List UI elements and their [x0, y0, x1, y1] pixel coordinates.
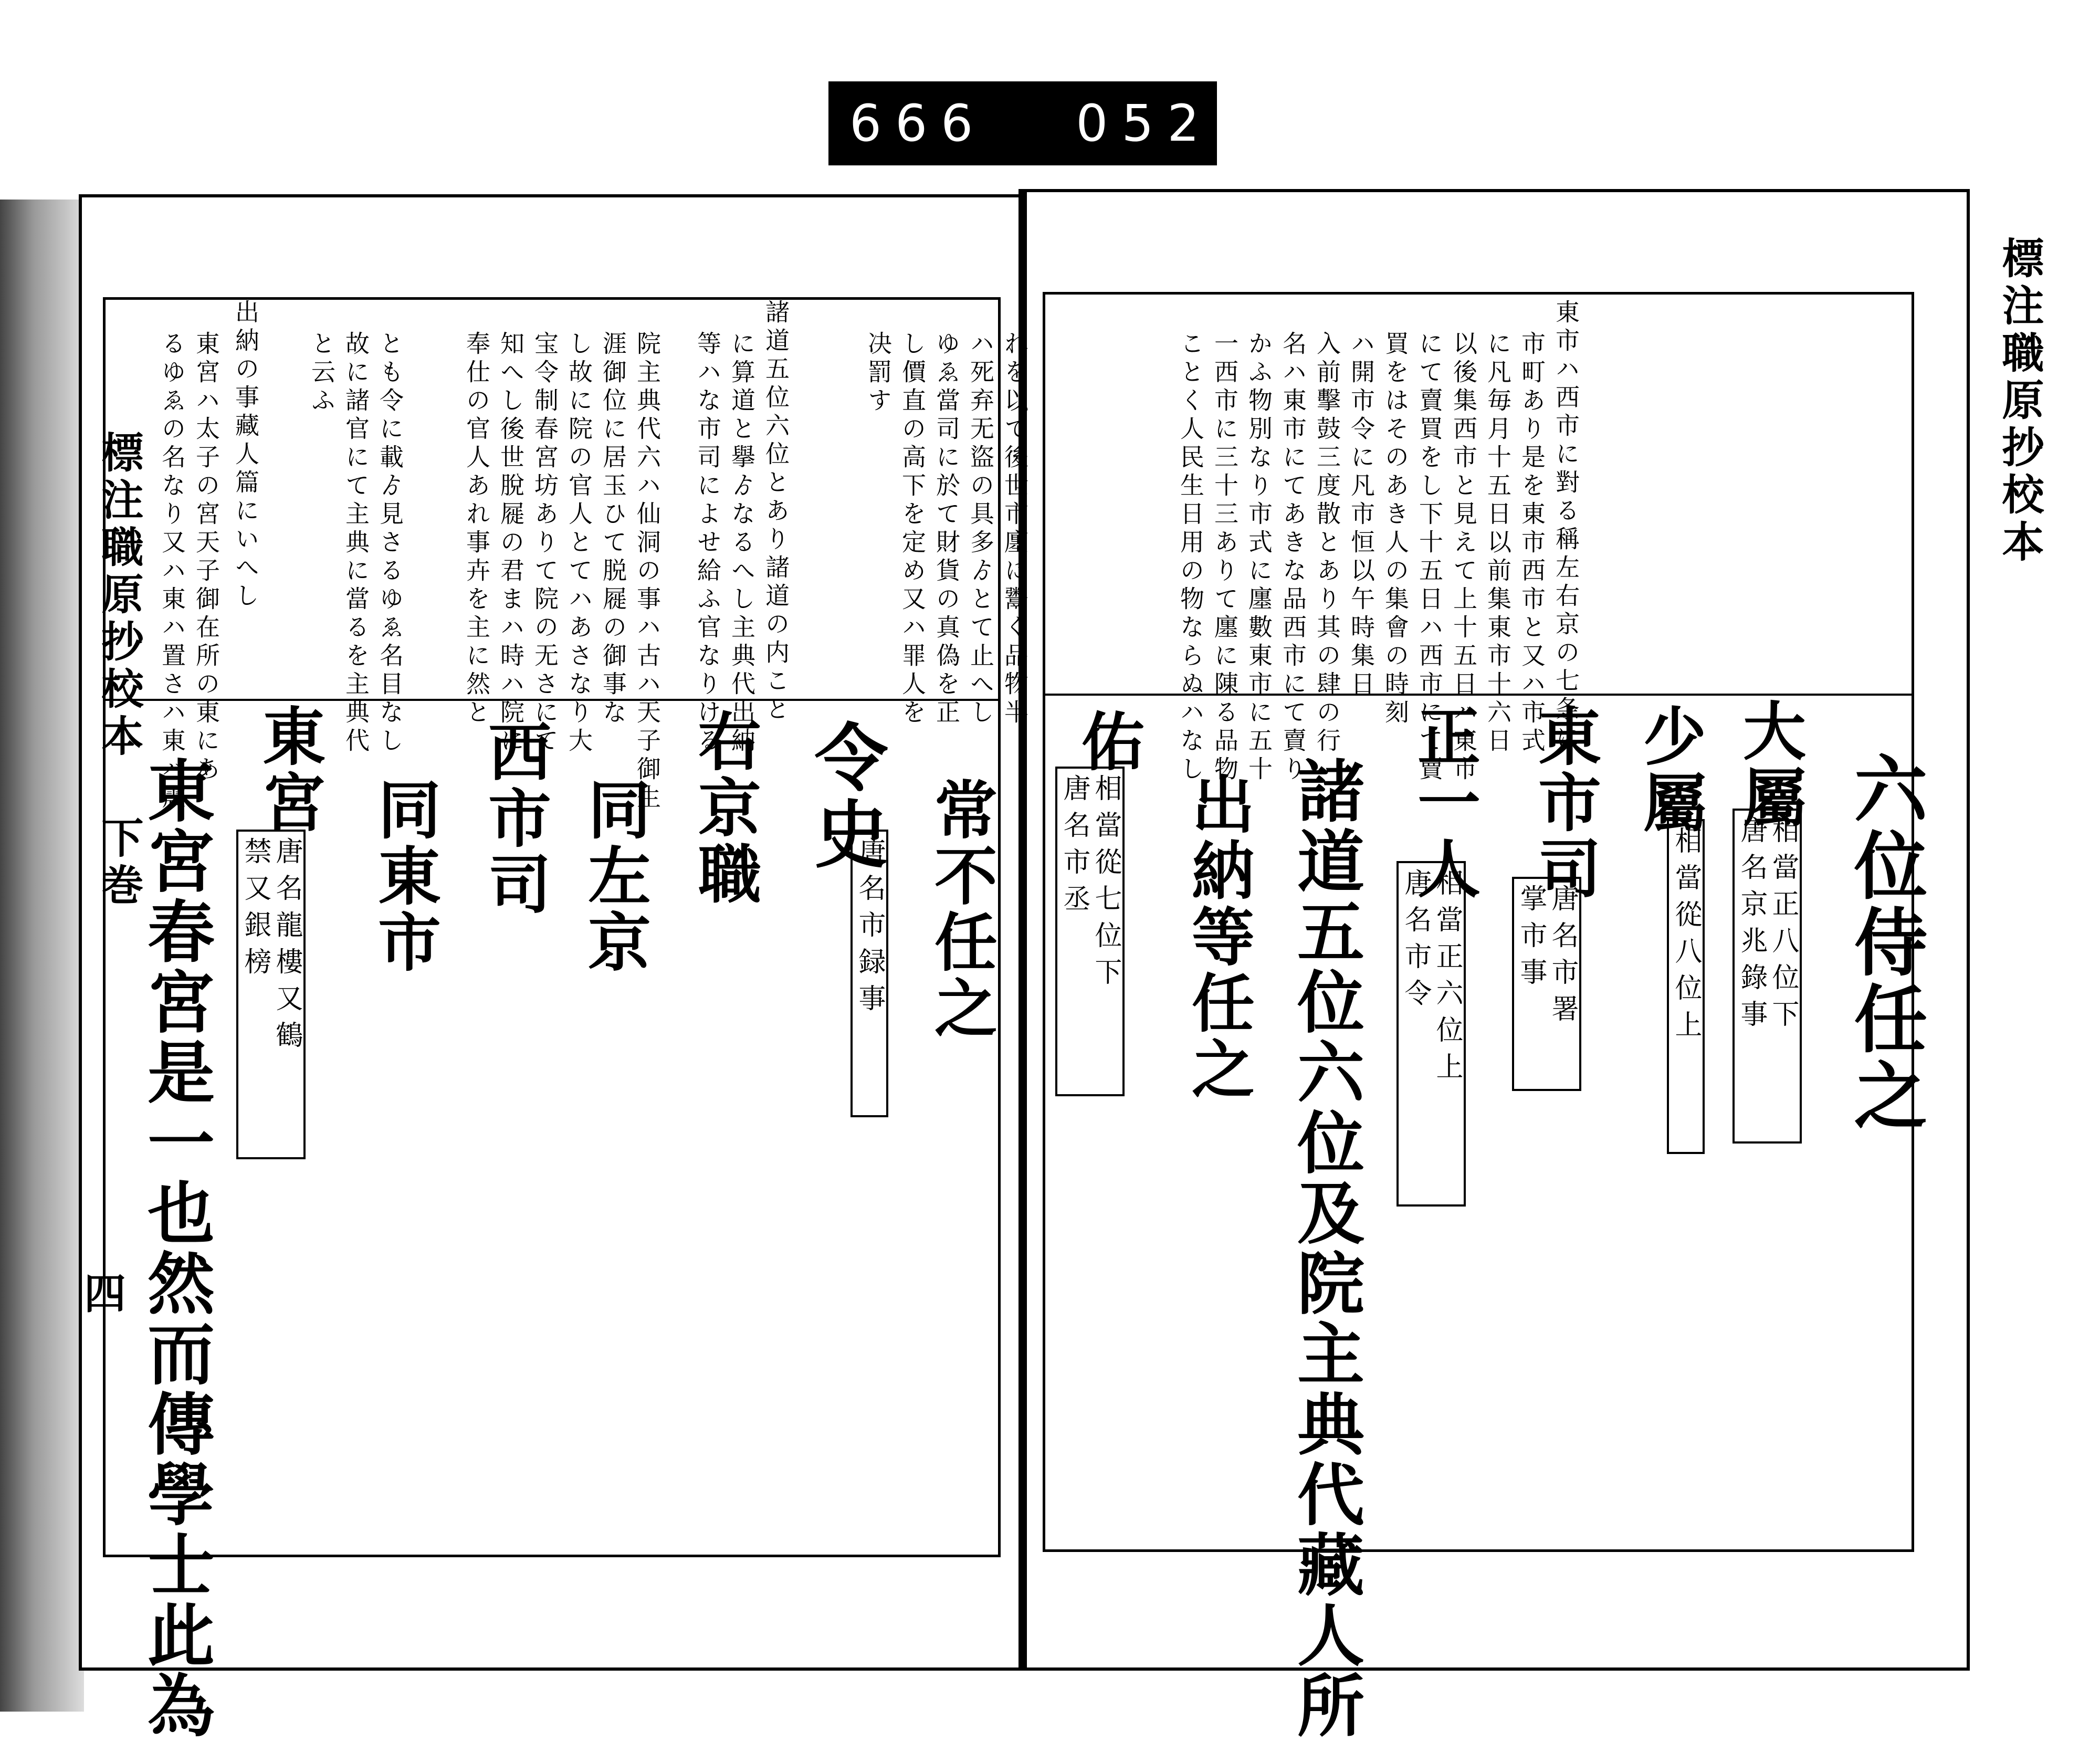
- left-annotation-line: 東宮ハ太子の宮天子御在所の東にあ: [192, 331, 220, 784]
- left-annotation-line: 等ハな市司によせ給ふ官なりける: [694, 331, 722, 756]
- right-annotation-line: 一西市に三十三ありて廛に陳る品物: [1211, 331, 1239, 784]
- archive-number-label: [828, 81, 1243, 165]
- entry-headword: 正一人: [1407, 704, 1481, 902]
- right-annotation-line: 以後集西市と見えて上十五日ハ東市: [1450, 331, 1478, 784]
- entry-note-line: 相當正六位上: [1431, 868, 1463, 1089]
- left-page-number: 四: [84, 1269, 126, 1318]
- entry-note-line: 唐名市署: [1547, 884, 1578, 1031]
- left-annotation-line: 奉仕の官人あれ事卉を主に然と: [463, 331, 491, 728]
- left-annotation-line: 决罰す: [864, 331, 892, 416]
- left-annotation-line: し價直の高下を定め又ハ罪人を: [898, 331, 927, 728]
- right-annotation-line: 東市ハ西市に對る稱左右京の七条に: [1552, 299, 1580, 753]
- entry-headword: 右京職: [688, 709, 762, 907]
- left-annotation-line: に算道と擧ゟなるへし主典代出納: [728, 331, 756, 756]
- right-annotation-line: ハ開市令に凡市恒以午時集日: [1347, 331, 1376, 699]
- entry-headword: 少屬: [1633, 704, 1707, 836]
- left-margin-title: 標注職原抄校本 下巻: [94, 431, 144, 910]
- right-margin-title: 標注職原抄校本: [1995, 236, 2044, 567]
- entry-note-line: 唐名龍樓又鶴: [271, 837, 302, 1057]
- archive-number-left: 666: [849, 94, 987, 153]
- entry-note-line: 唐名京兆錄事: [1736, 816, 1767, 1036]
- right-annotation-line: 買をはそのあき人の集會の時刻: [1381, 331, 1410, 728]
- entry-note-box: [850, 830, 888, 1117]
- left-annotation-line: と云ふ: [308, 331, 336, 416]
- right-annotation-line: 市町あり是を東市西市と又ハ市式: [1518, 331, 1546, 756]
- left-annotation-line: し故に院の官人とてハあさなり大: [565, 331, 593, 756]
- right-annotation-line: ことく人民生日用の物ならぬハなし: [1177, 331, 1205, 784]
- entry-headword: 佑: [1071, 709, 1145, 775]
- right-annotation-line: にて賣買をし下十五日ハ西市にて賣: [1415, 331, 1444, 784]
- left-annotation-line: 出納の事藏人篇にいへし: [232, 299, 260, 611]
- right-annotation-line: 入前擊鼓三度散とあり其の肆の行: [1313, 331, 1341, 756]
- entry-note-box: [236, 830, 306, 1159]
- archive-number-right: 052.: [1076, 94, 1243, 153]
- entry-headword: 大屬: [1732, 698, 1807, 831]
- entry-headword: 西市司: [478, 719, 552, 918]
- entry-headword: 東宮春宮是一也然而傳學士此為: [136, 756, 215, 1741]
- right-annotation-line: に凡毎月十五日以前集東市十六日: [1484, 331, 1512, 756]
- left-annotation-line: れを以て後世市廛に鬻く品物半: [1001, 331, 1029, 728]
- entry-note-box: [1667, 819, 1705, 1154]
- entry-headword: 令史: [802, 719, 888, 873]
- left-annotation-line: 院主典代六ハ仙洞の事ハ古ハ天子御生: [633, 331, 662, 813]
- entry-headword: 出納等任之: [1181, 772, 1255, 1103]
- left-annotation-line: ハ死弃无盜の具多ゟとて止へし: [967, 331, 995, 728]
- entry-note-box: [1055, 767, 1125, 1096]
- left-annotation-line: ゆゑ當司に於て財貨の真偽を正: [932, 331, 961, 728]
- entry-note-line: 相當從八位上: [1670, 826, 1702, 1047]
- entry-note-box: [1396, 861, 1466, 1207]
- entry-headword: 常不任之: [924, 777, 998, 1042]
- entry-note-line: 唐名市丞: [1058, 774, 1090, 921]
- entry-headword: 同左京: [578, 777, 652, 976]
- entry-headword: 東宮: [252, 704, 326, 836]
- left-annotation-line: 涯御位に居玉ひて脱屣の御事な: [599, 331, 627, 728]
- left-annotation-line: 宝令制春宮坊ありて院の无さにて: [531, 331, 559, 756]
- entry-note-box: [1512, 877, 1581, 1091]
- right-annotation-divider: [1045, 694, 1912, 696]
- right-annotation-line: 名ハ東市にてあきな品西市にて賣り: [1279, 331, 1307, 784]
- left-annotation-line: 諸道五位六位とあり諸道の内こと: [762, 299, 790, 725]
- entry-headword: 諸道五位六位及院主典代藏人所: [1286, 756, 1364, 1741]
- entry-note-line: 禁又銀榜: [239, 837, 271, 984]
- entry-headword: 東市司: [1528, 704, 1602, 902]
- entry-note-line: 掌市事: [1515, 884, 1547, 994]
- entry-note-box: [1732, 809, 1802, 1144]
- entry-headword: 同東市: [368, 777, 442, 976]
- left-annotation-line: 知へし後世脫屣の君まハ時ハ院に: [497, 331, 525, 756]
- entry-note-line: 相當從七位下: [1090, 774, 1121, 994]
- entry-note-line: 相當正八位下: [1767, 816, 1799, 1036]
- entry-note-line: 唐名市録事: [854, 837, 885, 1021]
- left-annotation-line: とも令に載ゟ見さるゆゑ名目なし: [376, 331, 404, 756]
- entry-note-line: 唐名市令: [1400, 868, 1431, 1015]
- right-annotation-line: かふ物別なり市式に廛數東市に五十: [1245, 331, 1273, 784]
- entry-headword: 六位侍任之: [1842, 751, 1928, 1134]
- left-annotation-line: るゆゑの名なり又ハ東ハ置さハ東ハ震: [158, 331, 186, 813]
- left-annotation-line: 故に諸官にて主典に當るを主典代: [342, 331, 370, 756]
